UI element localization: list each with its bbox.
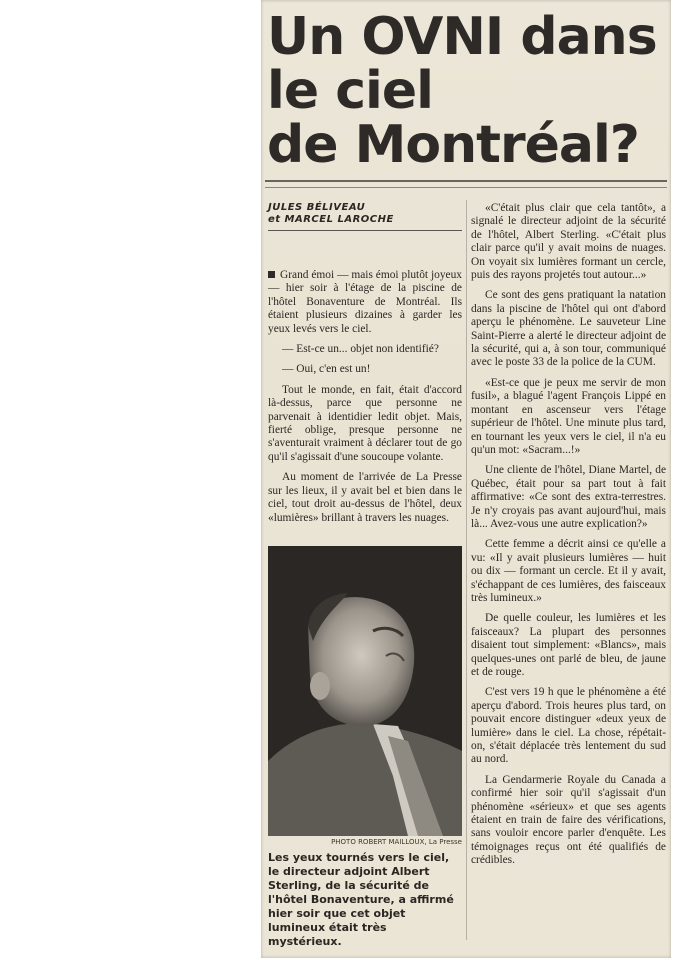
- paragraph: — Oui, c'en est un!: [282, 363, 371, 376]
- paragraph: Cette femme a décrit ainsi ce qu'elle a vu: «Il y avait plusieurs lumières — huit ou dix — formant un cercle. Et il y avait, s'échappant de ces lumières, des faisceaux très lumineux.»: [471, 538, 666, 604]
- paragraph: De quelle couleur, les lumières et les faisceaux? La plupart des personnes disaient tout simplement: «Blancs», mais quelques-unes ont parlé de bleu, de jaune et de rouge.: [471, 612, 666, 678]
- paragraph: Ce sont des gens pratiquant la natation dans la piscine de l'hôtel qui ont d'abord aperçu le phénomène. Le sauveteur Line Saint-Pierre a alerté le directeur adjoint de la sécurité, qui a, à son tour, communiqué avec le poste 33 de la police de la CUM.: [471, 289, 666, 369]
- headline-line-3: de Montréal?: [267, 115, 639, 175]
- newspaper-clipping: [261, 0, 671, 958]
- photo-illustration: [268, 546, 462, 836]
- paragraph: «Est-ce que je peux me servir de mon fusil», a blagué l'agent François Lippé en montant en ascenseur vers l'étage supérieur de l'hôtel. Une minute plus tard, en tournant les yeux vers le ciel, il n'a eu qu'un mot: «Sacram...!»: [471, 376, 666, 456]
- photo-credit: PHOTO ROBERT MAILLOUX, La Presse: [331, 838, 462, 846]
- headline-line-1: Un OVNI dans: [267, 7, 657, 67]
- headline-rule-thin: [265, 187, 667, 188]
- paragraph: Tout le monde, en fait, était d'accord là-dessus, parce que personne ne parvenait à identidier ledit objet. Mais, fierté oblige, presque personne ne s'aventurait vraiment à déclarer tout de go qu'il s'agissait d'une soucoupe volante.: [268, 383, 462, 463]
- headline-line-2: le ciel: [267, 61, 433, 121]
- paragraph: «C'était plus clair que cela tantôt», a signalé le directeur adjoint de la sécurité de l'hôtel, Albert Sterling. «C'était plus clair parce qu'il y avait moins de nuages. On voyait six lumières formant un cercle, puis des rayons projetés tout autour...»: [471, 202, 666, 282]
- paragraph-text: Grand émoi — mais émoi plutôt joyeux — hier soir à l'étage de la piscine de l'hôtel Bonaventure de Montréal. Ils étaient plusieurs dizaines à garder les yeux levés vers le ciel.: [268, 269, 462, 335]
- paragraph: — Est-ce un... objet non identifié?: [282, 343, 439, 356]
- paragraph: Une cliente de l'hôtel, Diane Martel, de Québec, était pour sa part tout à fait affirmative: «Ce sont des extra-terrestres. Je n'y croyais pas avant aujourd'hui, mais là... Avez-vous une autre explication?»: [471, 464, 666, 530]
- byline: [268, 202, 462, 226]
- right-column: [471, 202, 666, 875]
- headline: [267, 7, 667, 175]
- paragraph: Au moment de l'arrivée de La Presse sur les lieux, il y avait bel et bien dans le ciel, tout droit au-dessus de l'hôtel, deux «lumières» brillant à travers les nuages.: [268, 471, 462, 524]
- bullet-square-icon: [268, 271, 275, 278]
- headline-rule: [265, 180, 667, 182]
- photo-man-looking-up: [268, 546, 462, 836]
- paragraph: [268, 269, 462, 336]
- byline-author-1: JULES BÉLIVEAU: [268, 202, 366, 213]
- paragraph: La Gendarmerie Royale du Canada a confirmé hier soir qu'il s'agissait d'un phénomène «sérieux» et que ses agents étaient en train de faire des vérifications, sans vouloir encore parler d'enquête. Les témoignages reçus ont été qualifiés de crédibles.: [471, 773, 666, 867]
- byline-author-2: et MARCEL LAROCHE: [268, 214, 394, 225]
- byline-rule: [268, 230, 462, 231]
- left-column: [268, 202, 462, 532]
- column-divider: [466, 200, 467, 940]
- photo-caption: Les yeux tournés vers le ciel, le directeur adjoint Albert Sterling, de la sécurité de l'hôtel Bonaventure, a affirmé hier soir que cet objet lumineux était très mystérieux.: [268, 851, 454, 948]
- paragraph: C'est vers 19 h que le phénomène a été aperçu d'abord. Trois heures plus tard, on pouvait encore distinguer «deux yeux de lumière» dans le ciel. La chose, répétait-on, s'était déplacée très lentement du sud au nord.: [471, 686, 666, 766]
